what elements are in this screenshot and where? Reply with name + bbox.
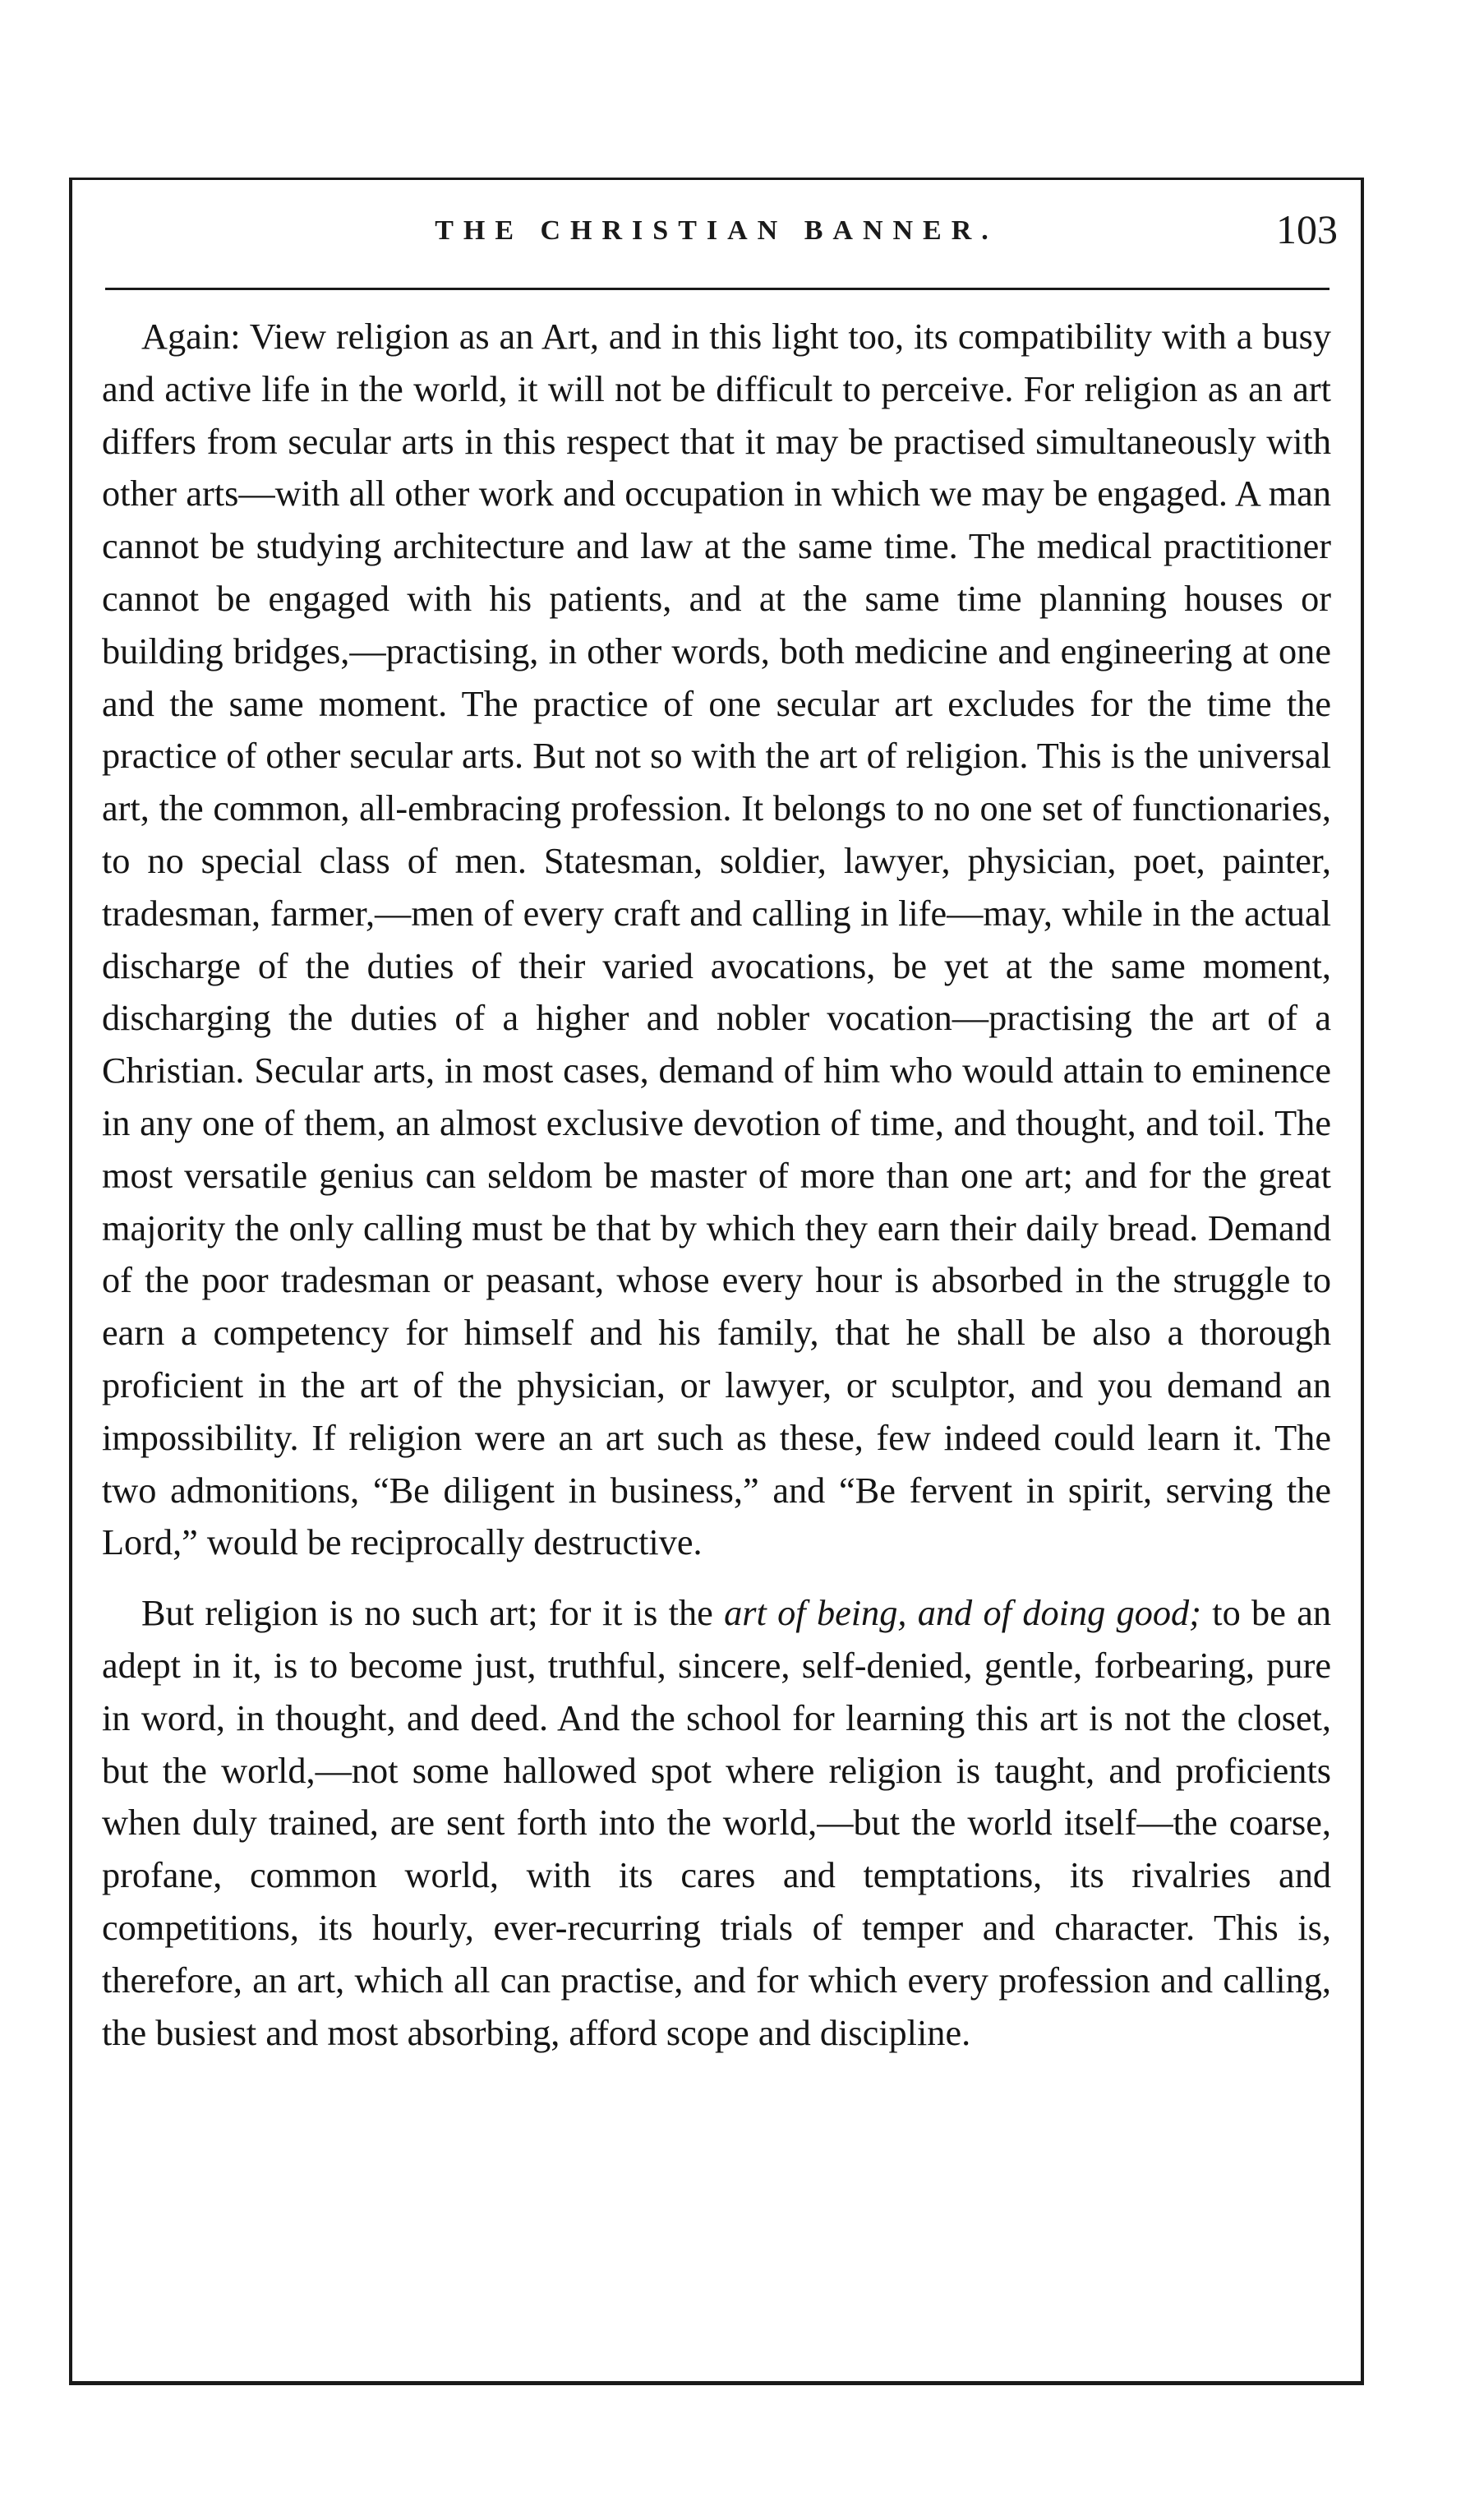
- article-body: [102, 311, 1331, 2059]
- paragraph-2-rest: to be an adept in it, is to become just, truthful, sincere, self-denied, gentle, forbearing, pure in word, in thought, and deed. And the school for learning this art is not the closet, but the world,—not some hallowed spot where religion is taught, and proficients when duly trained, are sent forth into the world,—but the world itself—the coarse, profane, common world, with its cares and temptations, its rivalries and competitions, its hourly, ever-recurring trials of temper and character. This is, therefore, an art, which all can practise, and for which every profession and calling, the busiest and most absorbing, afford scope and discipline.: [102, 1593, 1331, 2053]
- header-rule: [105, 288, 1329, 290]
- paragraph-2-start: But religion is no such art; for it is the: [141, 1593, 725, 1634]
- paragraph-1: Again: View religion as an Art, and in this light too, its compatibility with a busy and active life in the world, it will not be difficult to perceive. For religion as an art differs from secular arts in this respect that it may be practised simultaneously with other arts—with all other work and occupation in which we may be engaged. A man cannot be studying architecture and law at the same time. The medical practitioner cannot be engaged with his patients, and at the same time planning houses or building bridges,—practising, in other words, both medicine and engineering at one and the same moment. The practice of one secular art excludes for the time the practice of other secular arts. But not so with the art of religion. This is the universal art, the common, all-embracing profession. It belongs to no one set of functionaries, to no special class of men. Statesman, soldier, lawyer, physician, poet, painter, tradesman, farmer,—men of every craft and calling in life—may, while in the actual discharge of the duties of their varied avocations, be yet at the same moment, discharging the duties of a higher and nobler vocation—practising the art of a Christian. Secular arts, in most cases, demand of him who would attain to eminence in any one of them, an almost exclusive devotion of time, and thought, and toil. The most versatile genius can seldom be master of more than one art; and for the great majority the only calling must be that by which they earn their daily bread. Demand of the poor tradesman or peasant, whose every hour is absorbed in the struggle to earn a competency for himself and his family, that he shall be also a thorough proficient in the art of the physician, or lawyer, or sculptor, and you demand an impossibility. If religion were an art such as these, few indeed could learn it. The two admonitions, “Be diligent in business,” and “Be fervent in spirit, serving the Lord,” would be reciprocally destructive.: [102, 316, 1331, 1563]
- page-number: 103: [1276, 206, 1338, 252]
- running-title: THE CHRISTIAN BANNER.: [435, 215, 998, 246]
- paragraph-2: [102, 1587, 1331, 2059]
- running-header: [69, 204, 1364, 261]
- paragraph-2-italic: art of being, and of doing good;: [724, 1593, 1201, 1634]
